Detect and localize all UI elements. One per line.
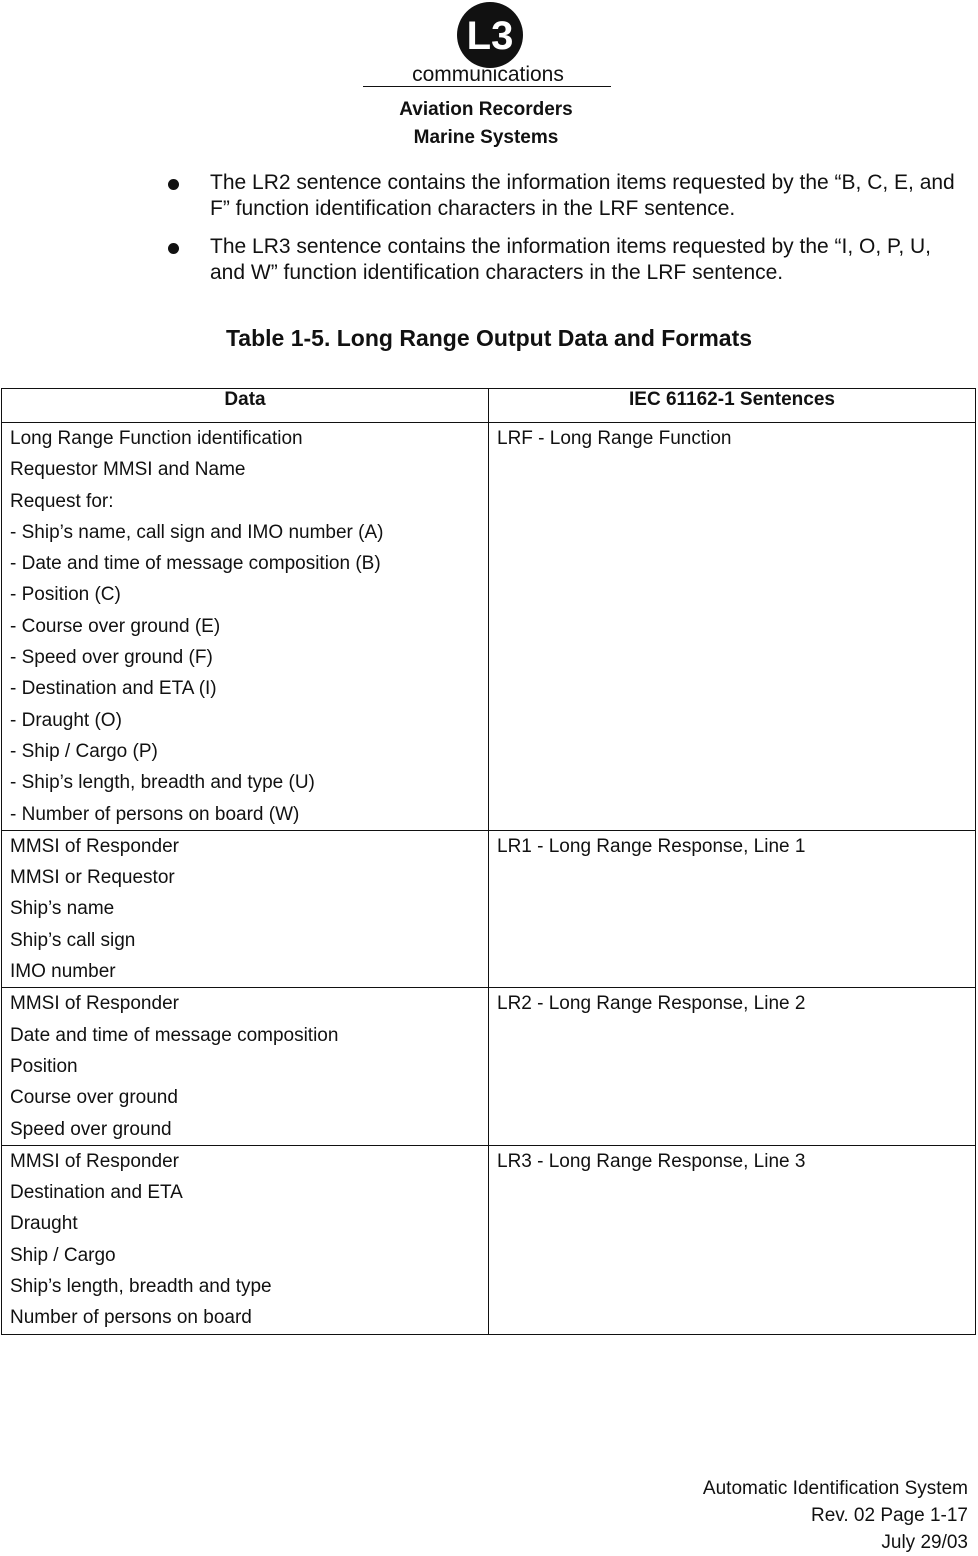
sentence-cell bbox=[489, 830, 976, 987]
page-footer bbox=[703, 1475, 968, 1556]
data-line: MMSI of Responder bbox=[10, 1150, 179, 1172]
data-line: Course over ground bbox=[10, 1087, 178, 1109]
sentence-text: LR2 - Long Range Response, Line 2 bbox=[497, 993, 806, 1015]
table-title: Table 1-5. Long Range Output Data and Formats bbox=[225, 325, 753, 351]
column-header-data: Data bbox=[2, 389, 489, 423]
sentence-text: LR3 - Long Range Response, Line 3 bbox=[497, 1150, 806, 1172]
data-line: - Destination and ETA (I) bbox=[10, 678, 217, 700]
data-line: - Course over ground (E) bbox=[10, 615, 221, 637]
data-line: Ship’s name bbox=[10, 898, 115, 920]
data-line: Draught bbox=[10, 1213, 78, 1235]
data-line: Ship’s call sign bbox=[10, 929, 136, 951]
footer-doc-title: Automatic Identification System bbox=[702, 1478, 968, 1499]
data-line: Requestor MMSI and Name bbox=[10, 459, 246, 481]
bullet-dot-icon bbox=[168, 179, 179, 190]
bullet-list bbox=[160, 170, 965, 298]
sentence-cell bbox=[489, 988, 976, 1145]
data-cell bbox=[2, 423, 489, 831]
data-line: MMSI of Responder bbox=[10, 993, 179, 1015]
data-line: Ship’s length, breadth and type bbox=[10, 1276, 272, 1298]
data-line: MMSI or Requestor bbox=[10, 867, 175, 889]
table-row bbox=[2, 830, 976, 987]
table-row bbox=[2, 423, 976, 831]
data-line: - Draught (O) bbox=[10, 709, 122, 731]
data-cell bbox=[2, 1145, 489, 1334]
page-header bbox=[360, 0, 612, 152]
long-range-table bbox=[1, 388, 976, 1335]
data-line: - Date and time of message composition (B) bbox=[10, 553, 381, 575]
sentence-cell bbox=[489, 423, 976, 831]
data-line: Number of persons on board bbox=[10, 1307, 252, 1329]
bullet-dot-icon bbox=[168, 243, 179, 254]
header-line-2: Marine Systems bbox=[413, 127, 559, 148]
table-row bbox=[2, 1145, 976, 1334]
header-line-1: Aviation Recorders bbox=[399, 99, 573, 120]
data-cell bbox=[2, 830, 489, 987]
data-line: - Speed over ground (F) bbox=[10, 647, 213, 669]
sentence-text: LRF - Long Range Function bbox=[497, 428, 732, 449]
footer-page-number: Rev. 02 Page 1-17 bbox=[810, 1505, 968, 1526]
column-header-sentences: IEC 61162-1 Sentences bbox=[489, 389, 976, 423]
data-line: Long Range Function identification bbox=[10, 428, 303, 449]
data-line: - Ship / Cargo (P) bbox=[10, 740, 158, 762]
data-line: - Ship’s name, call sign and IMO number (A) bbox=[10, 521, 384, 543]
data-line: Request for: bbox=[10, 490, 114, 512]
table-row bbox=[2, 988, 976, 1145]
data-line: IMO number bbox=[10, 961, 116, 983]
table-header-row bbox=[2, 389, 976, 423]
footer-date: July 29/03 bbox=[881, 1532, 968, 1553]
data-cell bbox=[2, 988, 489, 1145]
data-line: Destination and ETA bbox=[10, 1182, 183, 1204]
logo-mark: L3 bbox=[466, 14, 514, 58]
data-line: Ship / Cargo bbox=[10, 1244, 116, 1266]
data-line: - Number of persons on board (W) bbox=[10, 803, 300, 825]
bullet-text: The LR2 sentence contains the information items requested by the “B, C, E, and F” function identification characters in the LRF sentence. bbox=[210, 171, 955, 220]
data-line: Speed over ground bbox=[10, 1118, 172, 1140]
data-line: - Position (C) bbox=[10, 584, 121, 606]
bullet-item bbox=[160, 234, 965, 286]
bullet-text: The LR3 sentence contains the information items requested by the “I, O, P, U, and W” function identification characters in the LRF sentence. bbox=[210, 235, 931, 284]
data-line: Position bbox=[10, 1055, 78, 1077]
l3-logo bbox=[360, 0, 612, 90]
logo-underline bbox=[363, 86, 611, 87]
data-line: Date and time of message composition bbox=[10, 1024, 339, 1046]
data-line: - Ship’s length, breadth and type (U) bbox=[10, 772, 315, 794]
sentence-text: LR1 - Long Range Response, Line 1 bbox=[497, 835, 806, 857]
sentence-cell bbox=[489, 1145, 976, 1334]
logo-wordmark: communications bbox=[412, 63, 564, 86]
data-line: MMSI of Responder bbox=[10, 835, 179, 857]
bullet-item bbox=[160, 170, 965, 222]
